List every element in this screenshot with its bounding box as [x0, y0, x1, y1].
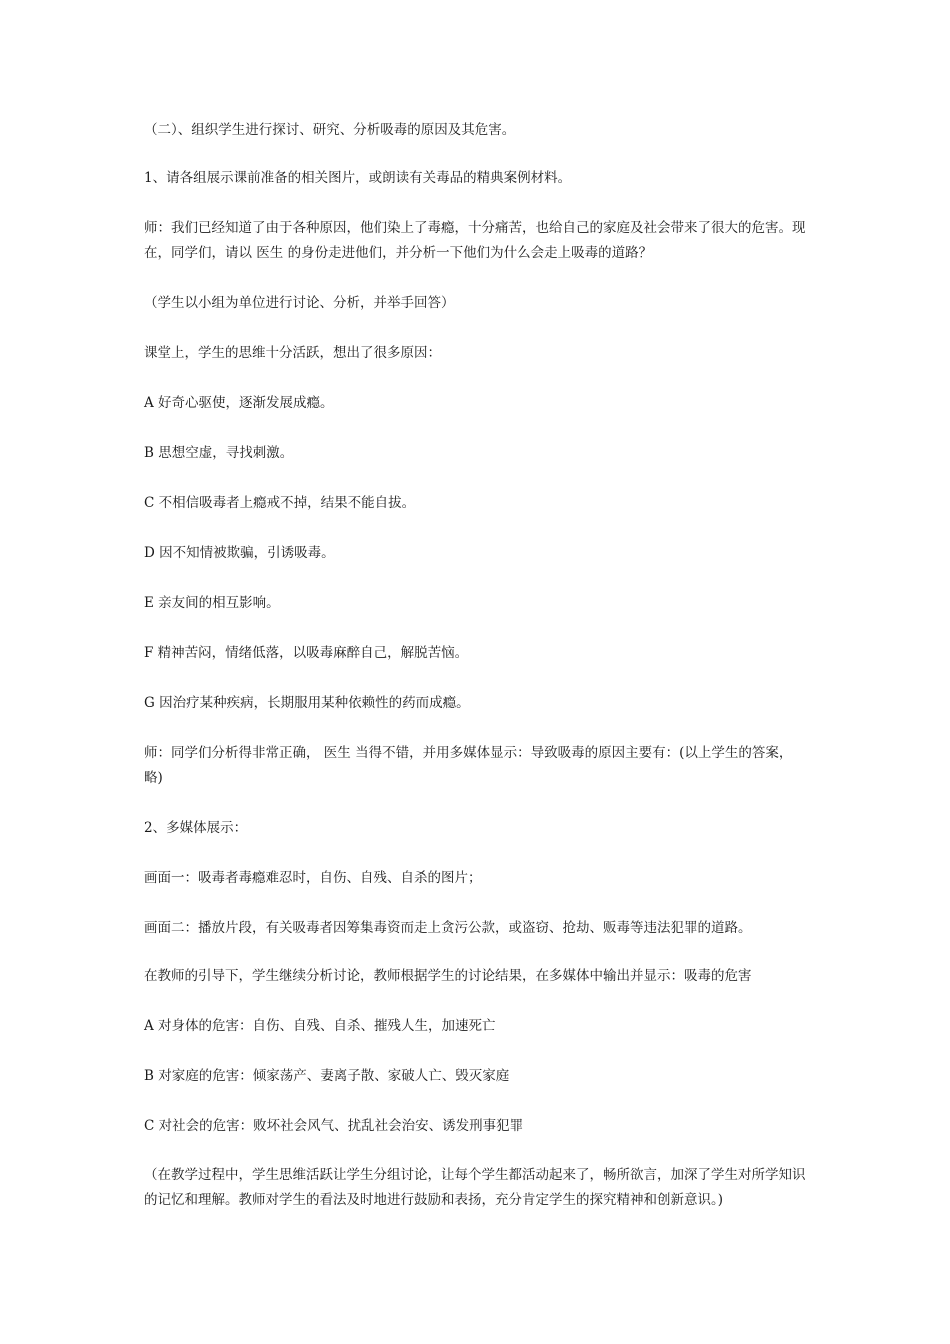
harm-item-b: B 对家庭的危害：倾家荡产、妻离子散、家破人亡、毁灭家庭 — [144, 1068, 510, 1084]
classroom-observation: 课堂上，学生的思维十分活跃，想出了很多原因： — [144, 345, 441, 361]
media-scene-two: 画面二：播放片段，有关吸毒者因筹集毒资而走上贪污公款，或盗窃、抢劫、贩毒等违法犯罪的道路。 — [144, 920, 752, 936]
reason-item-f: F 精神苦闷，情绪低落，以吸毒麻醉自己，解脱苦恼。 — [144, 645, 469, 661]
section-heading: （二）、组织学生进行探讨、研究、分析吸毒的原因及其危害。 — [144, 122, 516, 138]
teaching-reflection-note: （在教学过程中，学生思维活跃让学生分组讨论，让每个学生都活动起来了，畅所欲言，加深了学生对所学知识的记忆和理解。教师对学生的看法及时地进行鼓励和表扬，充分肯定学生的探究精神和创新意识。) — [144, 1167, 806, 1208]
teacher-paragraph-summary: 师：同学们分析得非常正确， 医生 当得不错，并用多媒体显示：导致吸毒的原因主要有：(以上学生的答案，略) — [144, 745, 793, 786]
harm-item-c: C 对社会的危害：败坏社会风气、扰乱社会治安、诱发刑事犯罪 — [144, 1118, 524, 1134]
reason-item-c: C 不相信吸毒者上瘾戒不掉，结果不能自拔。 — [144, 495, 416, 511]
reason-item-a: A 好奇心驱使，逐渐发展成瘾。 — [144, 395, 334, 411]
step-1-heading: 1、请各组展示课前准备的相关图片，或朗读有关毒品的精典案例材料。 — [144, 170, 572, 186]
teacher-paragraph-intro: 师：我们已经知道了由于各种原因，他们染上了毒瘾，十分痛苦，也给自己的家庭及社会带来了很大的危害。现在，同学们，请以 医生 的身份走进他们，并分析一下他们为什么会走上吸毒的道路？ — [144, 220, 806, 261]
reason-item-d: D 因不知情被欺骗，引诱吸毒。 — [144, 545, 335, 561]
teacher-guidance-paragraph: 在教师的引导下，学生继续分析讨论，教师根据学生的讨论结果，在多媒体中输出并显示：吸毒的危害 — [144, 968, 752, 984]
step-2-heading: 2、多媒体展示： — [144, 820, 248, 836]
reason-item-b: B 思想空虚，寻找刺激。 — [144, 445, 294, 461]
harm-item-a: A 对身体的危害：自伤、自残、自杀、摧残人生，加速死亡 — [144, 1018, 496, 1034]
student-discussion-note: （学生以小组为单位进行讨论、分析，并举手回答） — [144, 295, 455, 311]
reason-item-g: G 因治疗某种疾病，长期服用某种依赖性的药而成瘾。 — [144, 695, 470, 711]
media-scene-one: 画面一：吸毒者毒瘾难忍时，自伤、自残、自杀的图片； — [144, 870, 482, 886]
reason-item-e: E 亲友间的相互影响。 — [144, 595, 280, 611]
